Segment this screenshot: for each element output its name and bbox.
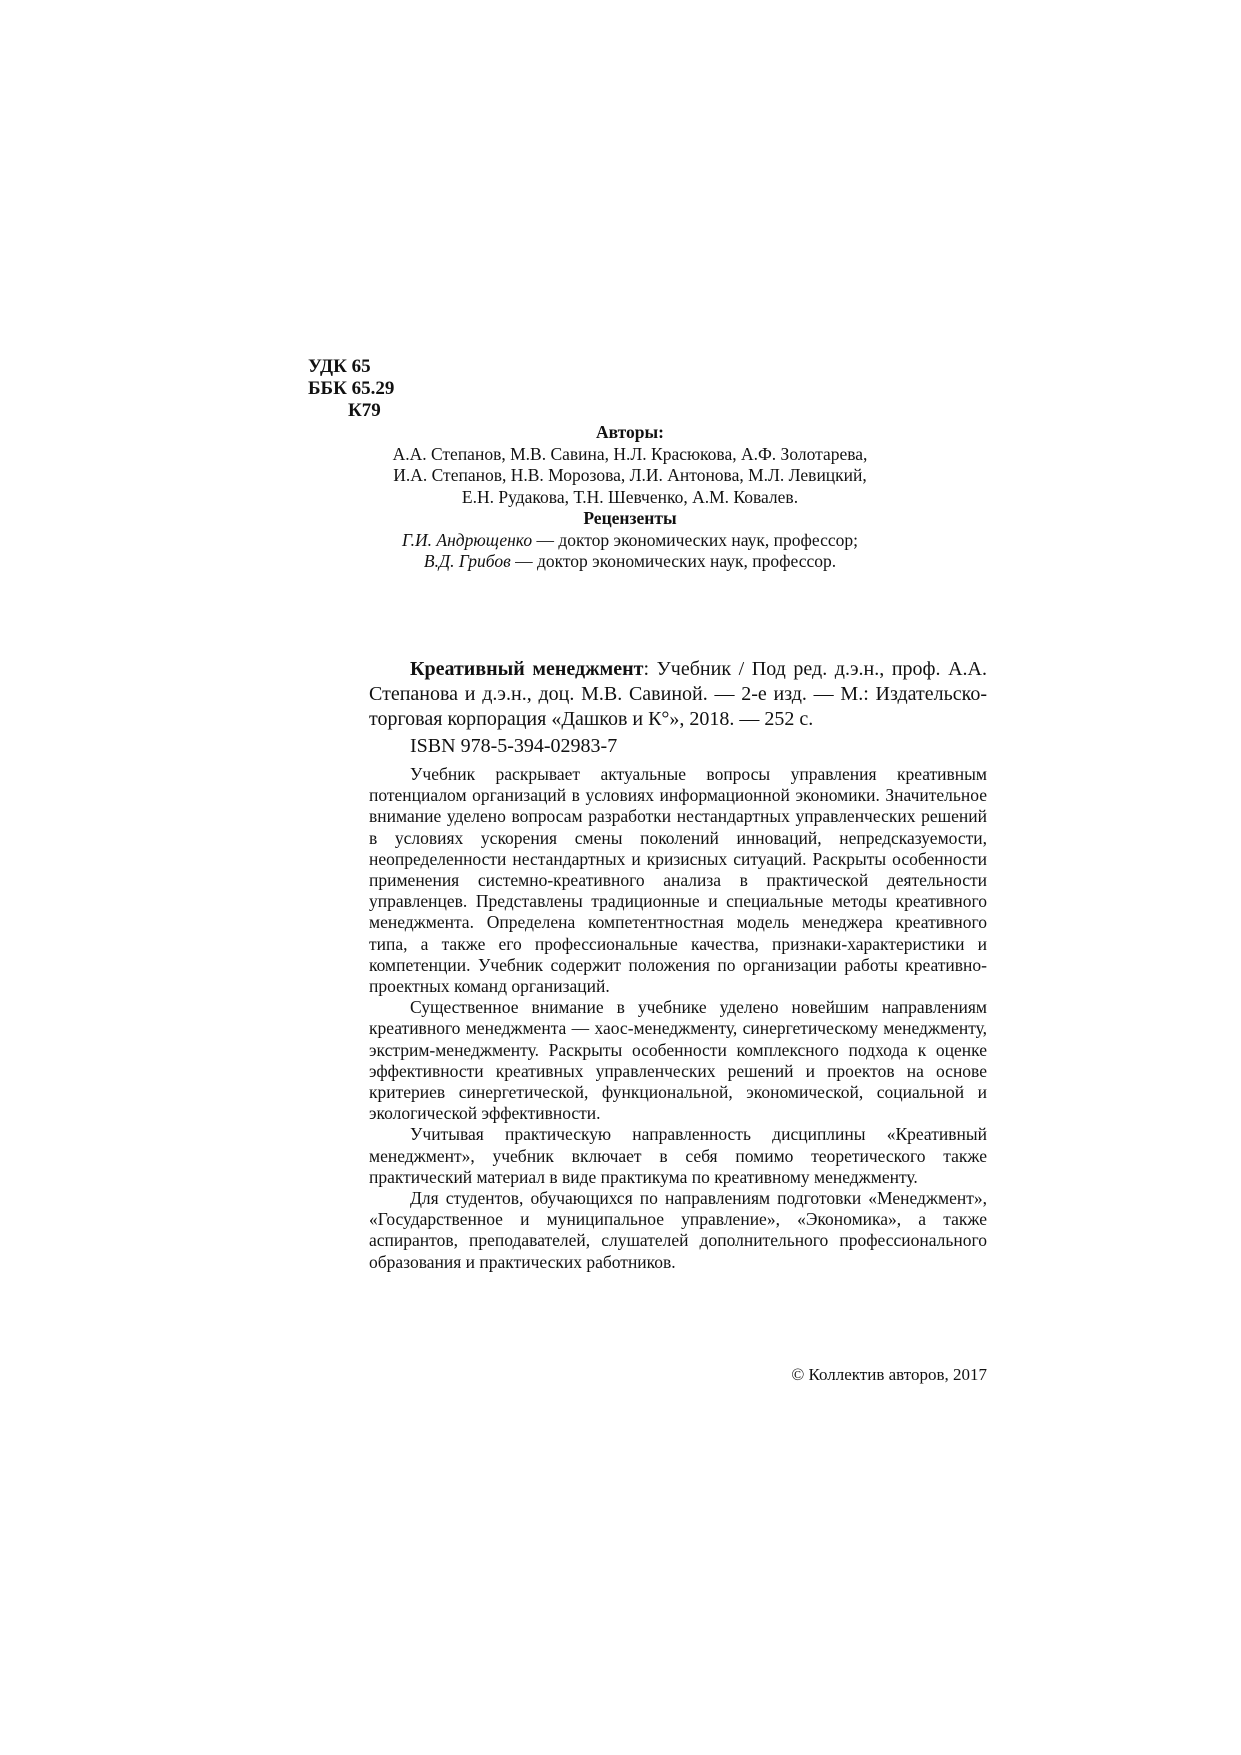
annotation-paragraph: Существенное внимание в учебнике уделено новейшим направлениям креативного менеджмента — хаос-менеджменту, синергетическому менеджменту, экстрим-менеджменту. Раскрыты особенности комплексного подхода к оценке эффективности креативных управленческих решений и проектов на основе критериев синергетической, функциональной, экономической, социальной и экологической эффективности. bbox=[369, 997, 987, 1124]
authors-line: А.А. Степанов, М.В. Савина, Н.Л. Красюкова, А.Ф. Золотарева, bbox=[392, 443, 868, 464]
classification-codes bbox=[308, 356, 394, 422]
annotation-paragraph: Учебник раскрывает актуальные вопросы управления креативным потенциалом организаций в условиях информационной экономики. Значительное внимание уделено вопросам разработки нестандартных управленческих решений в условиях ускорения смены поколений инноваций, непредсказуемости, неопределенности нестандартных и кризисных ситуаций. Раскрыты особенности применения системно-креативного анализа в практической деятельности управленцев. Представлены традиционные и специальные методы креативного менеджмента. Определена компетентностная модель менеджера креативного типа, а также его профессиональные качества, признаки-характеристики и компетенции. Учебник содержит положения по организации работы креативно-проектных команд организаций. bbox=[369, 764, 987, 997]
reviewer-title: — доктор экономических наук, профессор; bbox=[532, 529, 858, 550]
reviewer-name: В.Д. Грибов bbox=[423, 551, 511, 571]
bibliographic-record bbox=[369, 657, 987, 732]
authors-and-reviewers bbox=[340, 422, 920, 573]
book-title: Креативный менеджмент bbox=[410, 658, 644, 680]
bibliographic-description: : Учебник / Под ред. д.э.н., проф. А.А. Степанова и д.э.н., доц. М.В. Савиной. — 2-е изд. — М.: Издательско-торговая корпорация «Дашков и К°», 2018. — 252 с. bbox=[369, 658, 987, 730]
reviewers-heading: Рецензенты bbox=[583, 508, 677, 528]
annotation bbox=[369, 764, 987, 1273]
udk-code: УДК 65 bbox=[308, 356, 371, 377]
authors-line: Е.Н. Рудакова, Т.Н. Шевченко, А.М. Ковалев. bbox=[461, 486, 799, 507]
reviewer-line bbox=[340, 530, 920, 552]
author-mark: К79 bbox=[348, 400, 381, 421]
reviewer-title: — доктор экономических наук, профессор. bbox=[510, 551, 837, 571]
bbk-code: ББК 65.29 bbox=[308, 378, 395, 399]
authors-heading: Авторы: bbox=[596, 422, 664, 442]
reviewer-line bbox=[340, 551, 920, 573]
reviewer-name: Г.И. Андрющенко bbox=[402, 529, 533, 550]
annotation-paragraph: Для студентов, обучающихся по направлениям подготовки «Менеджмент», «Государственное и муниципальное управление», «Экономика», а также аспирантов, преподавателей, слушателей дополнительного профессионального образования и практических работников. bbox=[369, 1188, 987, 1272]
authors-line: И.А. Степанов, Н.В. Морозова, Л.И. Антонова, М.Л. Левицкий, bbox=[393, 465, 867, 485]
annotation-paragraph: Учитывая практическую направленность дисциплины «Креативный менеджмент», учебник включает в себя помимо теоретического также практический материал в виде практикума по креативному менеджменту. bbox=[369, 1124, 987, 1187]
isbn: ISBN 978-5-394-02983-7 bbox=[410, 735, 618, 757]
copyright-notice: © Коллектив авторов, 2017 bbox=[791, 1365, 987, 1384]
